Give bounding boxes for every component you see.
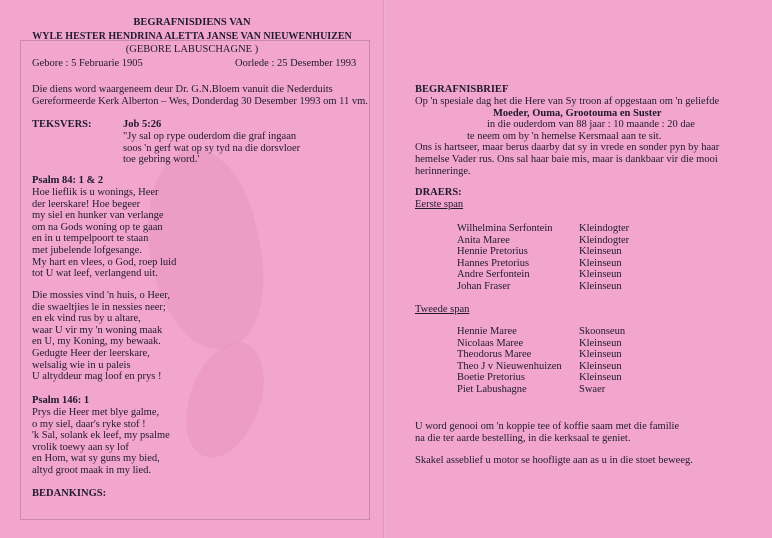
brief-line: Ons is hartseer, maar berus daarby dat sy in vrede en sonder pyn by haar bbox=[415, 142, 720, 154]
bearer-name: Anita Maree bbox=[457, 234, 510, 246]
eerste-span-heading: Eerste span bbox=[415, 199, 464, 210]
verse-line: toe gebring word.' bbox=[123, 154, 200, 166]
bearer-name: Hannes Pretorius bbox=[457, 257, 530, 269]
span1-names bbox=[457, 223, 553, 293]
verse-line: altyd groot maak in my lied. bbox=[32, 464, 151, 476]
bearer-relation: Kleinseun bbox=[579, 246, 622, 258]
bearer-name: Wilhelmina Serfontein bbox=[457, 223, 553, 234]
bearer-relation: Kleinseun bbox=[579, 269, 622, 281]
verse-line: die swaeltjies le in nessies neer; bbox=[32, 301, 166, 313]
invitation-line: na die ter aarde bestelling, in die kerksaal te geniet. bbox=[415, 432, 631, 444]
brief-line: in die ouderdom van 88 jaar : 10 maande : 20 dae bbox=[487, 119, 695, 131]
brief-line: herinneringe. bbox=[415, 165, 471, 177]
verse-line: My hart en vlees, o God, roep luid bbox=[32, 256, 177, 268]
verse-line: vrolik toewy aan sy lof bbox=[32, 441, 129, 453]
headlights-notice: Skakel asseblief u motor se hoofligte aan as u in die stoet beweeg. bbox=[415, 455, 693, 466]
service-line: Gereformeerde Kerk Alberton – Wes, Donderdag 30 Desember 1993 om 11 vm. bbox=[32, 95, 368, 107]
bearer-name: Boetie Pretorius bbox=[457, 372, 525, 384]
begrafnisbrief-title: BEGRAFNISBRIEF bbox=[415, 84, 509, 95]
bedankings-heading: BEDANKINGS: bbox=[32, 488, 107, 499]
psalm84-title: Psalm 84: 1 & 2 bbox=[32, 175, 104, 186]
invitation-line: U word genooi om 'n koppie tee of koffie saam met die familie bbox=[415, 421, 680, 432]
bearer-name: Theodorus Maree bbox=[457, 349, 532, 361]
teksvers-reference: Job 5:26 bbox=[123, 119, 162, 130]
death-date: Oorlede : 25 Desember 1993 bbox=[235, 58, 357, 69]
bearer-relation: Kleinseun bbox=[579, 349, 622, 361]
bearer-name: Andre Serfontein bbox=[457, 269, 530, 281]
begrafnisbrief-text bbox=[415, 96, 719, 177]
verse-line: om na Gods woning op te gaan bbox=[32, 221, 163, 233]
verse-line: en Hom, wat sy guns my bied, bbox=[32, 453, 160, 465]
document-title: BEGRAFNISDIENS VAN bbox=[133, 17, 251, 28]
tea-invitation bbox=[415, 421, 679, 444]
verse-line: met jubelende lofgesange. bbox=[32, 244, 142, 256]
bearer-relation: Skoonseun bbox=[579, 326, 626, 337]
bearer-relation: Kleinseun bbox=[579, 360, 622, 372]
verse-line: my siel en hunker van verlange bbox=[32, 210, 164, 222]
verse-line: Prys die Heer met blye galme, bbox=[32, 407, 160, 418]
brief-line: Moeder, Ouma, Grootouma en Suster bbox=[493, 107, 662, 119]
psalm84-verse1 bbox=[32, 187, 176, 280]
service-line: Die diens word waargeneem deur Dr. G.N.Bloem vanuit die Nederduits bbox=[32, 84, 333, 95]
brief-line: te neem om by 'n hemelse Kersmaal aan te sit. bbox=[467, 130, 662, 142]
bearer-relation: Kleinseun bbox=[579, 337, 622, 349]
verse-line: welsalig wie in u paleis bbox=[32, 359, 131, 371]
draers-heading: DRAERS: bbox=[415, 187, 462, 198]
bearer-name: Hennie Maree bbox=[457, 326, 517, 337]
verse-line: Gedugte Heer der leerskare, bbox=[32, 347, 150, 359]
psalm84-verse2 bbox=[32, 290, 170, 383]
teksvers-text bbox=[123, 131, 300, 166]
span2-names bbox=[457, 326, 562, 396]
verse-line: Die mossies vind 'n huis, o Heer, bbox=[32, 290, 170, 301]
tweede-span-heading: Tweede span bbox=[415, 304, 470, 315]
verse-line: o my siel, daar's ryke stof ! bbox=[32, 418, 146, 430]
maiden-name: (GEBORE LABUSCHAGNE ) bbox=[125, 44, 259, 55]
psalm146-title: Psalm 146: 1 bbox=[32, 395, 90, 406]
bearer-relation: Kleindogter bbox=[579, 234, 630, 246]
left-page bbox=[0, 0, 384, 538]
verse-line: tot U wat leef, verlangend uit. bbox=[32, 268, 158, 280]
brief-line: hemelse Vader rus. Ons sal haar baie mis, maar is dankbaar vir die mooi bbox=[415, 153, 718, 165]
verse-line: "Jy sal op rype ouderdom die graf ingaan bbox=[123, 131, 297, 142]
verse-line: U altyddeur mag loof en prys ! bbox=[32, 371, 162, 383]
verse-line: en ek vind rus by u altare, bbox=[32, 313, 141, 325]
bearer-name: Nicolaas Maree bbox=[457, 337, 524, 349]
bearer-name: Theo J v Nieuwenhuizen bbox=[457, 360, 562, 372]
verse-line: soos 'n gerf wat op sy tyd na die dorsvloer bbox=[123, 142, 301, 154]
verse-line: der leerskare! Hoe begeer bbox=[32, 198, 141, 210]
verse-line: en in u tempelpoort te staan bbox=[32, 233, 149, 245]
service-info bbox=[32, 84, 368, 107]
bearer-relation: Swaer bbox=[579, 383, 606, 395]
span2-relations bbox=[579, 326, 625, 396]
span1-relations bbox=[579, 223, 629, 293]
verse-line: waar U vir my 'n woning maak bbox=[32, 324, 163, 336]
right-page bbox=[387, 0, 772, 538]
bearer-name: Piet Labushagne bbox=[457, 383, 527, 395]
deceased-name: WYLE HESTER HENDRINA ALETTA JANSE VAN NIEUWENHUIZEN bbox=[32, 31, 352, 42]
brief-line: Op 'n spesiale dag het die Here van Sy troon af opgestaan om 'n geliefde bbox=[415, 96, 720, 107]
bearer-relation: Kleinseun bbox=[579, 280, 622, 292]
teksvers-label: TEKSVERS: bbox=[32, 119, 92, 130]
birth-date: Gebore : 5 Februarie 1905 bbox=[32, 58, 143, 69]
bearer-relation: Kleinseun bbox=[579, 372, 622, 384]
bearer-name: Hennie Pretorius bbox=[457, 246, 528, 258]
bearer-name: Johan Fraser bbox=[457, 280, 511, 292]
verse-line: en U, my Koning, my bewaak. bbox=[32, 336, 161, 348]
bearer-relation: Kleinseun bbox=[579, 257, 622, 269]
psalm146-verse bbox=[32, 407, 170, 477]
verse-line: 'k Sal, solank ek leef, my psalme bbox=[32, 430, 170, 442]
bearer-relation: Kleindogter bbox=[579, 223, 630, 234]
verse-line: Hoe lieflik is u wonings, Heer bbox=[32, 187, 159, 198]
